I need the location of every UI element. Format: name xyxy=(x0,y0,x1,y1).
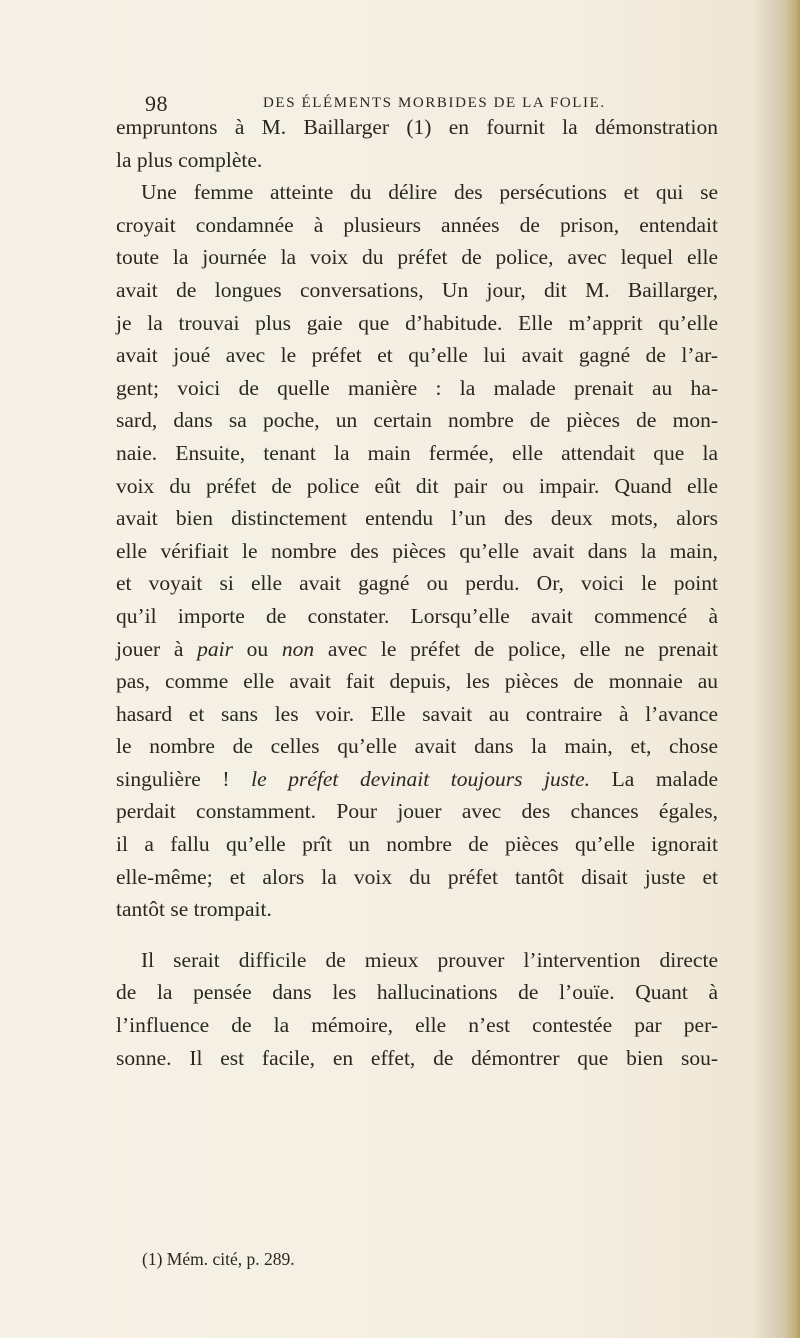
text-line: et voyait si elle avait gagné ou perdu. Or, voici le point xyxy=(116,571,718,596)
text-line: l’influence de la mémoire, elle n’est contestée par per- xyxy=(116,1013,718,1038)
running-title: DES ÉLÉMENTS MORBIDES DE LA FOLIE. xyxy=(263,95,606,111)
text-segment: La malade xyxy=(590,766,718,791)
italic-word-pair: pair xyxy=(197,636,233,661)
text-line: de la pensée dans les hallucinations de l’ouïe. Quant à xyxy=(116,980,718,1005)
text-line: avait joué avec le préfet et qu’elle lui avait gagné de l’ar- xyxy=(116,343,718,368)
text-line: croyait condamnée à plusieurs années de prison, entendait xyxy=(116,212,718,237)
text-line: Il serait difficile de mieux prouver l’intervention directe xyxy=(141,947,718,972)
text-line: avait bien distinctement entendu l’un des deux mots, alors xyxy=(116,506,718,531)
text-segment: jouer à xyxy=(116,636,198,661)
text-line: empruntons à M. Baillarger (1) en fournit la démonstration xyxy=(116,115,718,139)
text-line: elle-même; et alors la voix du préfet tantôt disait juste et xyxy=(116,864,718,889)
page-edge-shadow xyxy=(786,0,800,1338)
text-segment: singulière ! xyxy=(116,766,252,791)
page-number: 98 xyxy=(145,91,168,116)
text-segment: ou xyxy=(232,636,282,661)
text-line: sard, dans sa poche, un certain nombre de pièces de mon- xyxy=(116,408,718,433)
paragraph-gap xyxy=(116,926,718,944)
text-line: le nombre de celles qu’elle avait dans la main, et, chose xyxy=(116,734,718,759)
text-line: hasard et sans les voir. Elle savait au contraire à l’avance xyxy=(116,701,718,726)
text-line: perdait constamment. Pour jouer avec des chances égales, xyxy=(116,799,718,824)
body-text xyxy=(116,111,718,1074)
text-segment: avec le préfet de police, elle ne prenait xyxy=(314,636,718,661)
text-line xyxy=(116,763,718,796)
italic-word-non: non xyxy=(281,636,315,661)
text-line: elle vérifiait le nombre des pièces qu’elle avait dans la main, xyxy=(116,538,718,563)
text-line: la plus complète. xyxy=(116,147,263,172)
text-line xyxy=(116,633,718,666)
text-line: avait de longues conversations, Un jour, dit M. Baillarger, xyxy=(116,277,718,302)
text-line: tantôt se trompait. xyxy=(116,897,272,922)
text-line: toute la journée la voix du préfet de police, avec lequel elle xyxy=(116,245,718,270)
text-line: pas, comme elle avait fait depuis, les pièces de monnaie au xyxy=(116,669,718,694)
text-line: il a fallu qu’elle prît un nombre de pièces qu’elle ignorait xyxy=(116,832,718,857)
text-line: voix du préfet de police eût dit pair ou impair. Quand elle xyxy=(116,473,718,498)
text-line: sonne. Il est facile, en effet, de démontrer que bien sou- xyxy=(116,1045,718,1070)
text-line: qu’il importe de constater. Lorsqu’elle avait commencé à xyxy=(116,603,718,628)
footnote: (1) Mém. cité, p. 289. xyxy=(142,1249,295,1269)
text-line: Une femme atteinte du délire des persécutions et qui se xyxy=(141,180,718,205)
text-line: je la trouvai plus gaie que d’habitude. Elle m’apprit qu’elle xyxy=(116,310,718,335)
italic-phrase: le préfet devinait toujours juste. xyxy=(251,766,591,791)
text-line: naie. Ensuite, tenant la main fermée, elle attendait que la xyxy=(116,440,718,465)
text-line: gent; voici de quelle manière : la malade prenait au ha- xyxy=(116,375,718,400)
